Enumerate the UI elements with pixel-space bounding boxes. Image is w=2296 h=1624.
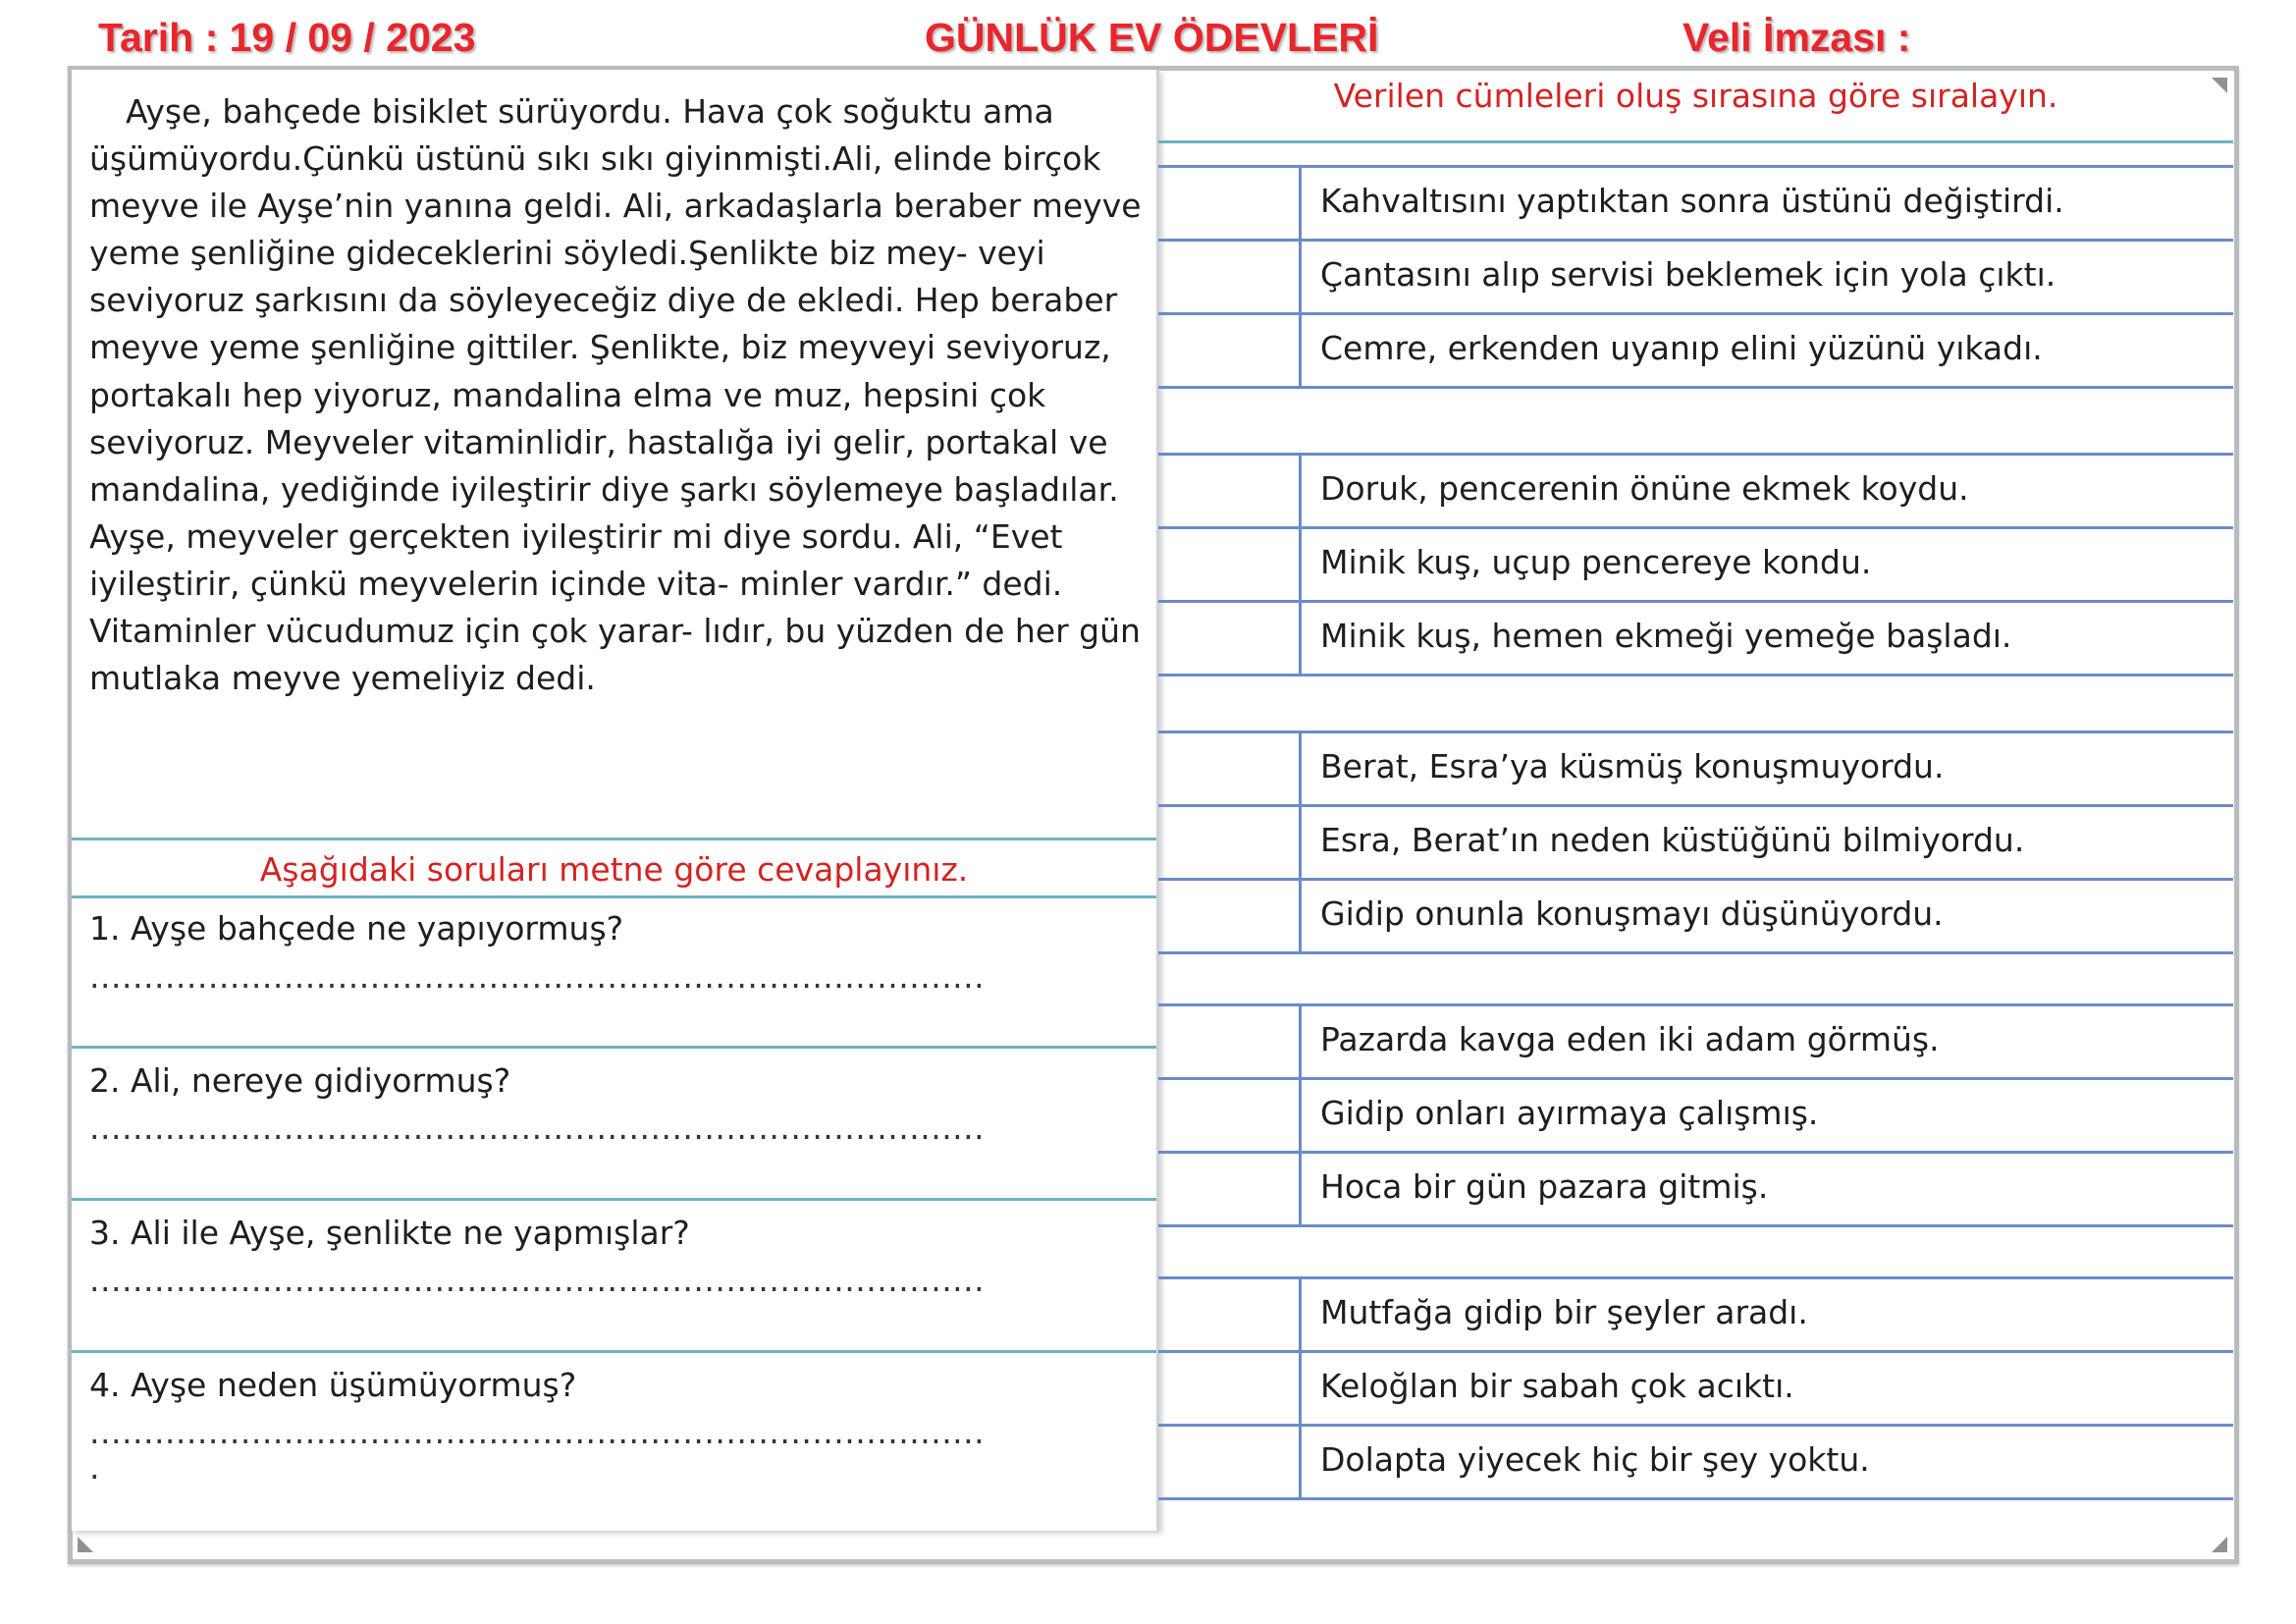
ordering-sentence: Minik kuş, uçup pencereye kondu. (1320, 543, 1872, 581)
row-divider (1158, 239, 2233, 242)
order-number-box[interactable] (1158, 1154, 1299, 1222)
number-column-separator (1299, 1003, 1302, 1224)
order-number-box[interactable] (1158, 1006, 1299, 1075)
corner-mark-icon (2212, 1537, 2227, 1552)
ordering-sentence: Gidip onları ayırmaya çalışmış. (1320, 1094, 1819, 1132)
row-divider (1158, 526, 2233, 529)
answer-line-2[interactable]: ................................................................................... (89, 1109, 986, 1147)
row-divider (1158, 1003, 2233, 1006)
order-number-box[interactable] (1158, 1080, 1299, 1149)
reading-panel (72, 70, 1159, 1531)
row-divider (1158, 600, 2233, 603)
order-number-box[interactable] (1158, 1427, 1299, 1495)
row-divider (1158, 1350, 2233, 1353)
row-divider (1158, 1151, 2233, 1154)
corner-mark-icon (78, 1537, 93, 1552)
ordering-sentence: Doruk, pencerenin önüne ekmek koydu. (1320, 469, 1969, 508)
question-4: 4. Ayşe neden üşümüyormuş? (89, 1366, 577, 1404)
row-divider (1158, 951, 2233, 954)
divider (72, 838, 1156, 840)
answer-line-3[interactable]: ................................................................................... (89, 1261, 986, 1299)
reading-passage: Ayşe, bahçede bisiklet sürüyordu. Hava çok soğuktu ama üşümüyordu.Çünkü üstünü sıkı sıkı giyinmişti.Ali, elinde birçok meyve ile Ayşe’nin yanına geldi. Ali, arkadaşlarla beraber meyve yeme şenliğine gideceklerini söyledi.Şenlikte biz mey- veyi seviyoruz şarkısını da söyleyeceğiz diye de ekledi. Hep beraber meyve yeme şenliğine gittiler. Şenlikte, biz meyveyi seviyoruz, portakalı hep yiyoruz, mandalina elma ve muz, hepsini çok seviyoruz. Meyveler vitaminlidir, hastalığa iyi gelir, portakal ve mandalina, yediğinde iyileştirir diye şarkı söylemeye başladılar. Ayşe, meyveler gerçekten iyileştirir mi diye sordu. Ali, “Evet iyileştirir, çünkü meyvelerin içinde vita- minler vardır.” dedi. Vitaminler vücudumuz için çok yarar- lıdır, bu yüzden de her gün mutlaka meyve yemeliyiz dedi. (89, 92, 1142, 698)
row-divider (1158, 878, 2233, 881)
divider (72, 1350, 1156, 1353)
row-divider (1158, 165, 2233, 168)
order-number-box[interactable] (1158, 881, 1299, 949)
order-number-box[interactable] (1158, 807, 1299, 876)
ordering-sentence: Çantasını alıp servisi beklemek için yola çıktı. (1320, 255, 2056, 294)
row-divider (1158, 1077, 2233, 1080)
row-divider (1158, 453, 2233, 456)
order-number-box[interactable] (1158, 168, 1299, 237)
row-divider (1158, 731, 2233, 733)
ordering-sentence: Dolapta yiyecek hiç bir şey yoktu. (1320, 1440, 1870, 1479)
row-divider (1158, 1497, 2233, 1500)
order-number-box[interactable] (1158, 1279, 1299, 1348)
answer-line-1[interactable]: ................................................................................... (89, 957, 986, 996)
number-column-separator (1299, 165, 1302, 386)
row-divider (1158, 312, 2233, 315)
question-2: 2. Ali, nereye gidiyormuş? (89, 1061, 511, 1100)
parent-signature-label: Veli İmzası : (1682, 15, 1911, 60)
ordering-sentence: Gidip onunla konuşmayı düşünüyordu. (1320, 894, 1944, 933)
row-divider (1158, 1224, 2233, 1227)
ordering-sentence: Kahvaltısını yaptıktan sonra üstünü değiştirdi. (1320, 182, 2064, 220)
question-3: 3. Ali ile Ayşe, şenlikte ne yapmışlar? (89, 1214, 690, 1252)
ordering-sentence: Cemre, erkenden uyanıp elini yüzünü yıkadı. (1320, 329, 2043, 367)
row-divider (1158, 1276, 2233, 1279)
divider (72, 1046, 1156, 1049)
question-1: 1. Ayşe bahçede ne yapıyormuş? (89, 909, 624, 947)
order-number-box[interactable] (1158, 733, 1299, 802)
ordering-sentence: Pazarda kavga eden iki adam görmüş. (1320, 1020, 1940, 1058)
page-title: GÜNLÜK EV ÖDEVLERİ (925, 15, 1379, 60)
number-column-separator (1299, 731, 1302, 951)
ordering-sentence: Minik kuş, hemen ekmeği yemeğe başladı. (1320, 617, 2012, 655)
ordering-sentence: Hoca bir gün pazara gitmiş. (1320, 1167, 1769, 1206)
number-column-separator (1299, 1276, 1302, 1497)
order-number-box[interactable] (1158, 242, 1299, 310)
ordering-title: Verilen cümleleri oluş sırasına göre sıralayın. (1333, 77, 2058, 115)
questions-title: Aşağıdaki soruları metne göre cevaplayınız. (259, 850, 969, 889)
order-number-box[interactable] (1158, 456, 1299, 524)
ordering-sentence: Berat, Esra’ya küsmüş konuşmuyordu. (1320, 747, 1945, 785)
order-number-box[interactable] (1158, 315, 1299, 384)
divider (72, 895, 1156, 898)
divider (1158, 140, 2233, 143)
row-divider (1158, 674, 2233, 677)
row-divider (1158, 1424, 2233, 1427)
order-number-box[interactable] (1158, 529, 1299, 598)
ordering-sentence: Keloğlan bir sabah çok acıktı. (1320, 1367, 1794, 1405)
date-label: Tarih : 19 / 09 / 2023 (98, 15, 476, 60)
order-number-box[interactable] (1158, 603, 1299, 672)
ordering-sentence: Mutfağa gidip bir şeyler aradı. (1320, 1293, 1808, 1331)
number-column-separator (1299, 453, 1302, 674)
row-divider (1158, 386, 2233, 389)
row-divider (1158, 804, 2233, 807)
answer-line-4[interactable]: ................................................................................... (89, 1413, 986, 1451)
order-number-box[interactable] (1158, 1353, 1299, 1422)
answer-line-4-tail: . (89, 1448, 100, 1487)
divider (72, 1198, 1156, 1201)
ordering-sentence: Esra, Berat’ın neden küstüğünü bilmiyordu. (1320, 821, 2025, 859)
